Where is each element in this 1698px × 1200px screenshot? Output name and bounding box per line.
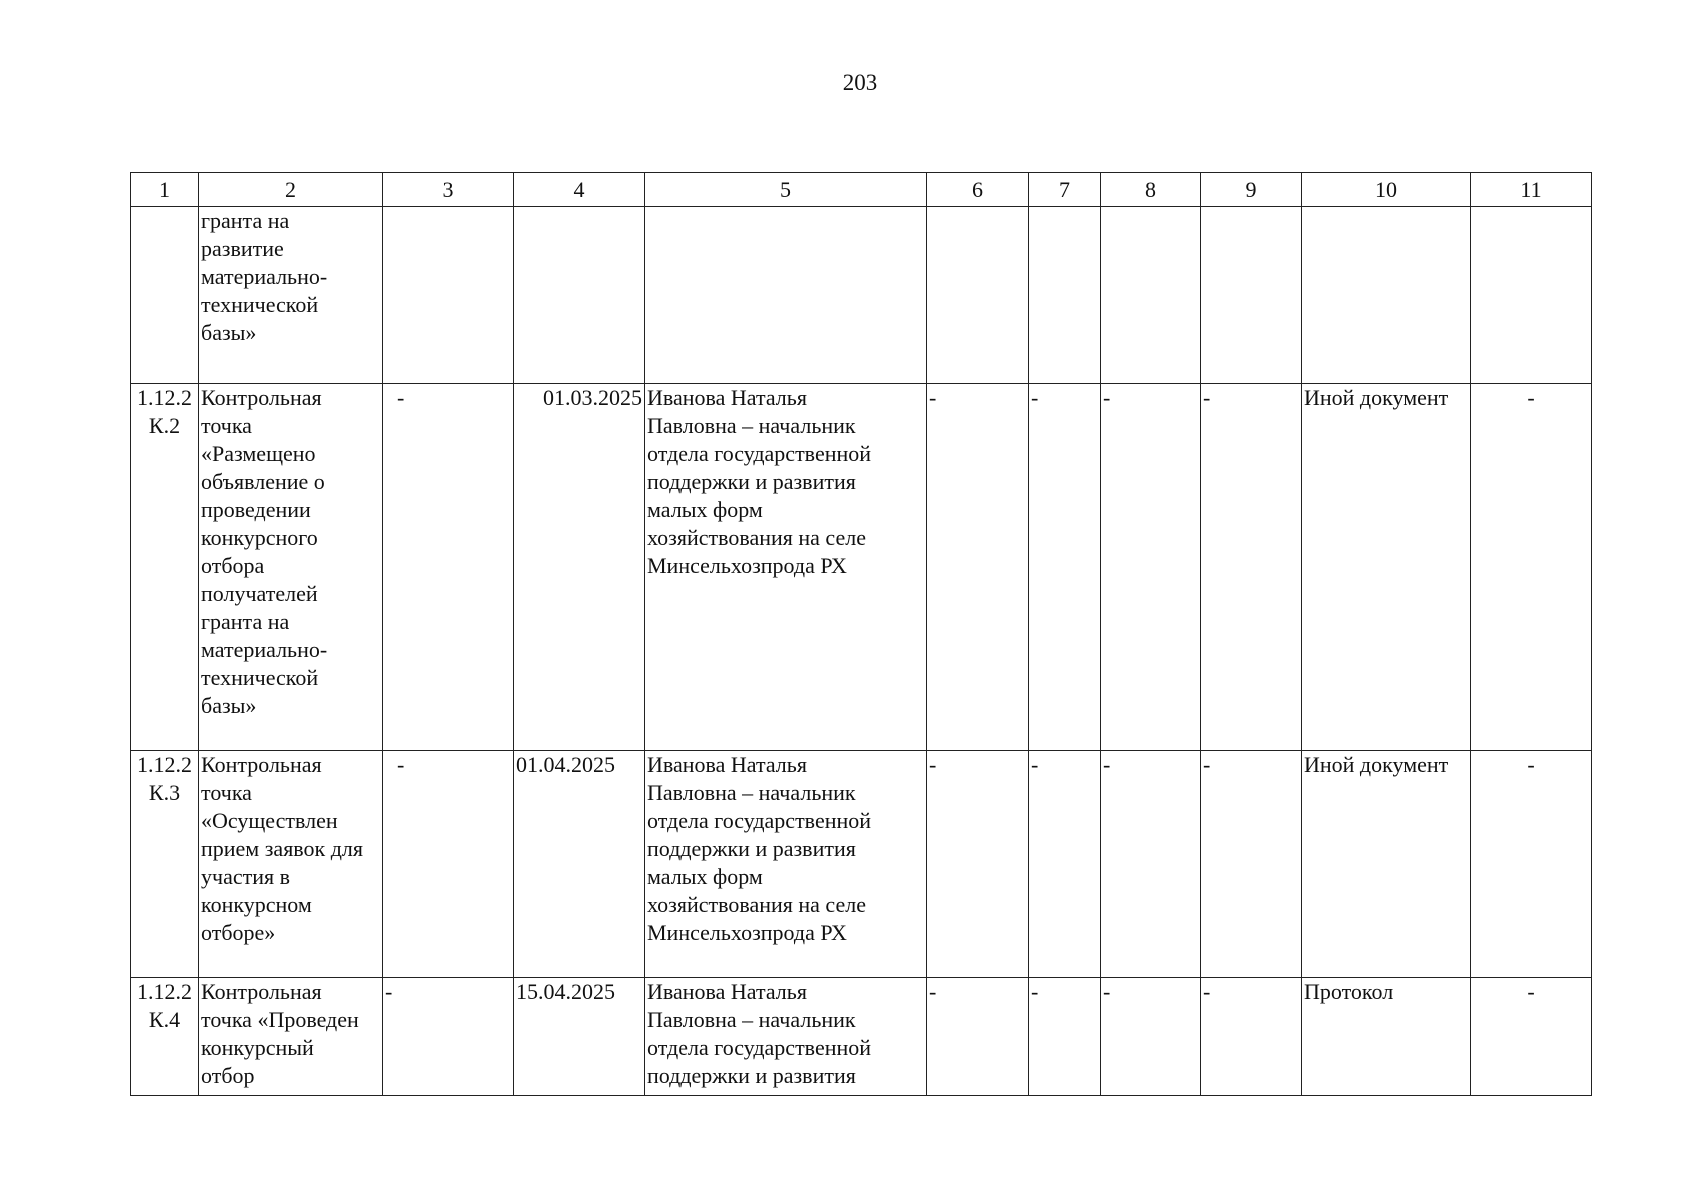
column-header: 2 bbox=[199, 173, 383, 207]
table-cell: - bbox=[383, 384, 514, 751]
table-cell: - bbox=[927, 978, 1029, 1096]
table-cell: - bbox=[383, 751, 514, 978]
document-type-cell: Протокол bbox=[1302, 978, 1471, 1096]
table-cell: - bbox=[1201, 384, 1302, 751]
table-cell: - bbox=[1471, 384, 1592, 751]
table-row bbox=[131, 384, 1592, 751]
event-name-cell: Контрольная точка «Осуществлен прием заявок для участия в конкурсном отборе» bbox=[199, 751, 383, 978]
event-name-cell: Контрольная точка «Размещено объявление о проведении конкурсного отбора получателей гранта на материально- технической базы» bbox=[199, 384, 383, 751]
table-cell: - bbox=[1101, 384, 1201, 751]
table-cell: - bbox=[1201, 751, 1302, 978]
column-header: 7 bbox=[1029, 173, 1101, 207]
table-header bbox=[131, 173, 1592, 207]
table-cell: - bbox=[1029, 751, 1101, 978]
date-cell: 15.04.2025 bbox=[514, 978, 645, 1096]
table-cell bbox=[383, 207, 514, 384]
column-header: 10 bbox=[1302, 173, 1471, 207]
column-header: 3 bbox=[383, 173, 514, 207]
document-type-cell bbox=[1302, 207, 1471, 384]
row-number-cell: 1.12.2 К.2 bbox=[131, 384, 199, 751]
document-type-cell: Иной документ bbox=[1302, 751, 1471, 978]
table-row bbox=[131, 751, 1592, 978]
table-cell: - bbox=[1029, 384, 1101, 751]
column-header: 11 bbox=[1471, 173, 1592, 207]
header-row bbox=[131, 173, 1592, 207]
table-cell: - bbox=[1471, 751, 1592, 978]
table-cell: - bbox=[1471, 978, 1592, 1096]
document-table bbox=[130, 172, 1592, 1096]
responsible-cell bbox=[645, 207, 927, 384]
responsible-cell: Иванова Наталья Павловна – начальник отдела государственной поддержки и развития bbox=[645, 978, 927, 1096]
table-cell: - bbox=[383, 978, 514, 1096]
column-header: 4 bbox=[514, 173, 645, 207]
column-header: 9 bbox=[1201, 173, 1302, 207]
document-type-cell: Иной документ bbox=[1302, 384, 1471, 751]
row-number-cell: 1.12.2 К.4 bbox=[131, 978, 199, 1096]
page-number: 203 bbox=[842, 70, 878, 95]
table-cell: - bbox=[1101, 978, 1201, 1096]
table-row bbox=[131, 978, 1592, 1096]
table-row bbox=[131, 207, 1592, 384]
table-cell bbox=[1029, 207, 1101, 384]
column-header: 1 bbox=[131, 173, 199, 207]
table-cell: - bbox=[927, 751, 1029, 978]
row-number-cell: 1.12.2 К.3 bbox=[131, 751, 199, 978]
date-cell: 01.04.2025 bbox=[514, 751, 645, 978]
table-cell: - bbox=[927, 384, 1029, 751]
column-header: 6 bbox=[927, 173, 1029, 207]
responsible-cell: Иванова Наталья Павловна – начальник отдела государственной поддержки и развития малых форм хозяйствования на селе Минсельхозпрода РХ bbox=[645, 751, 927, 978]
table-cell bbox=[1201, 207, 1302, 384]
event-name-cell: гранта на развитие материально- технической базы» bbox=[199, 207, 383, 384]
responsible-cell: Иванова Наталья Павловна – начальник отдела государственной поддержки и развития малых форм хозяйствования на селе Минсельхозпрода РХ bbox=[645, 384, 927, 751]
table-cell: - bbox=[1101, 751, 1201, 978]
table-cell bbox=[1101, 207, 1201, 384]
table-cell: - bbox=[1201, 978, 1302, 1096]
event-name-cell: Контрольная точка «Проведен конкурсный отбор bbox=[199, 978, 383, 1096]
table-cell bbox=[927, 207, 1029, 384]
column-header: 5 bbox=[645, 173, 927, 207]
date-cell bbox=[514, 207, 645, 384]
table-cell bbox=[1471, 207, 1592, 384]
column-header: 8 bbox=[1101, 173, 1201, 207]
row-number-cell bbox=[131, 207, 199, 384]
table-cell: - bbox=[1029, 978, 1101, 1096]
date-cell: 01.03.2025 bbox=[514, 384, 645, 751]
